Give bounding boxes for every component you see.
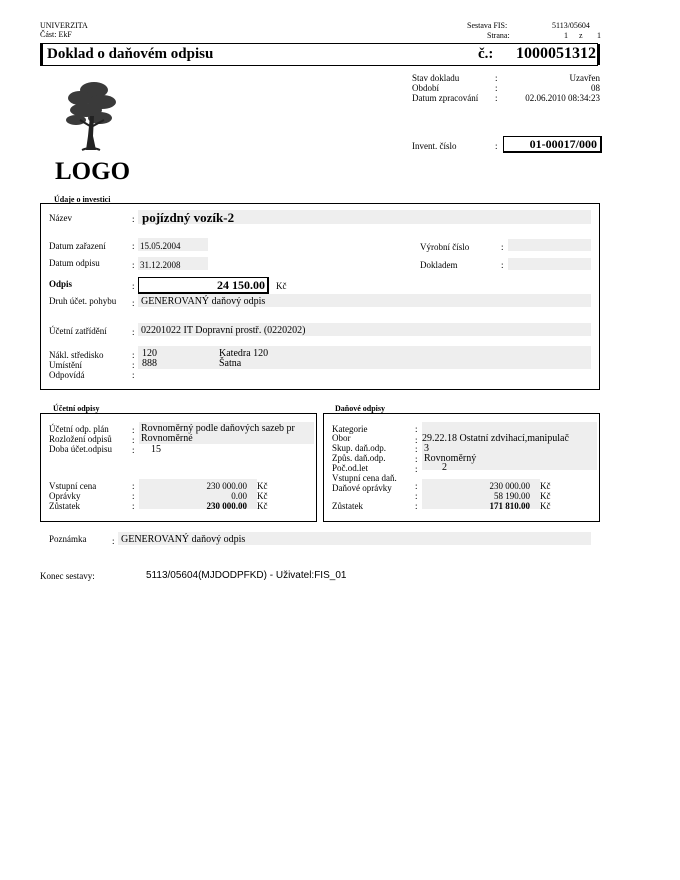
note-value: GENEROVANÝ daňový odpis bbox=[121, 534, 246, 545]
tax-remainder-currency: Kč bbox=[540, 501, 551, 511]
input-price-currency: Kč bbox=[257, 481, 268, 491]
tax-remainder-label: Zůstatek bbox=[332, 501, 363, 511]
method-value: Rovnoměrný bbox=[424, 453, 477, 464]
cost-location-shade bbox=[138, 346, 591, 369]
odpis-box bbox=[138, 277, 269, 294]
movement-label: Druh účet. pohybu bbox=[49, 296, 117, 306]
plan-value: Rovnoměrný podle daňových sazeb pr bbox=[141, 423, 295, 434]
responsible-label: Odpovídá bbox=[49, 370, 85, 380]
input-price-colon: : bbox=[132, 481, 135, 491]
report-label: Sestava FIS: bbox=[467, 21, 508, 30]
serial-colon: : bbox=[501, 242, 504, 252]
footer-label: Konec sestavy: bbox=[40, 571, 95, 581]
period-label: Období bbox=[412, 83, 439, 93]
adjustments-colon: : bbox=[132, 491, 135, 501]
invent-colon: : bbox=[495, 141, 498, 151]
distribution-colon: : bbox=[132, 435, 135, 445]
processed-label: Datum zpracování bbox=[412, 93, 479, 103]
invent-label: Invent. číslo bbox=[412, 141, 457, 151]
odpis-currency: Kč bbox=[276, 281, 287, 291]
input-price-value: 230 000.00 bbox=[206, 481, 247, 491]
field-colon: : bbox=[415, 435, 418, 445]
footer-value: 5113/05604(MJDODPFKD) - Uživatel:FIS_01 bbox=[146, 570, 347, 581]
cost-center-label: Nákl. středisko bbox=[49, 350, 104, 360]
years-label: Poč.od.let bbox=[332, 463, 368, 473]
category-label: Kategorie bbox=[332, 424, 368, 434]
field-value: 29.22.18 Ostatní zdvihací,manipulač bbox=[422, 433, 569, 444]
tax-adjustments-value: 58 190.00 bbox=[494, 491, 530, 501]
distribution-label: Rozložení odpisů bbox=[49, 434, 112, 444]
document-number-label: č.: bbox=[478, 46, 494, 62]
cost-center-code: 120 bbox=[142, 348, 157, 359]
plan-label: Účetní odp. plán bbox=[49, 424, 109, 434]
page-of: z bbox=[579, 31, 583, 40]
field-label: Obor bbox=[332, 433, 351, 443]
method-label: Způs. daň.odp. bbox=[332, 453, 386, 463]
duration-label: Doba účet.odpisu bbox=[49, 444, 112, 454]
period-colon: : bbox=[495, 83, 498, 93]
tax-panel bbox=[323, 413, 600, 522]
years-value: 2 bbox=[442, 462, 447, 473]
cost-center-name: Katedra 120 bbox=[219, 348, 269, 359]
document-colon: : bbox=[501, 260, 504, 270]
page-label: Strana: bbox=[487, 31, 510, 40]
adjustments-value: 0.00 bbox=[231, 491, 247, 501]
tax-section-title: Daňové odpisy bbox=[335, 404, 386, 413]
remainder-colon: : bbox=[132, 501, 135, 511]
years-colon: : bbox=[415, 464, 418, 474]
tax-input-price-value: 230 000.00 bbox=[489, 481, 530, 491]
note-colon: : bbox=[112, 536, 115, 546]
processed-colon: : bbox=[495, 93, 498, 103]
note-label: Poznámka bbox=[49, 534, 87, 544]
tax-adjustments-currency: Kč bbox=[540, 491, 551, 501]
classification-colon: : bbox=[132, 327, 135, 337]
classification-value: 02201022 IT Dopravní prostř. (0220202) bbox=[141, 325, 306, 336]
tax-remainder-colon: : bbox=[415, 501, 418, 511]
date-depreciation-colon: : bbox=[132, 260, 135, 270]
tax-input-price-label: Vstupní cena daň. bbox=[332, 473, 397, 483]
tree-logo-icon bbox=[60, 76, 122, 156]
responsible-colon: : bbox=[132, 370, 135, 380]
tax-adjustments-colon: : bbox=[415, 491, 418, 501]
remainder-value: 230 000.00 bbox=[206, 501, 247, 511]
processed-value: 02.06.2010 08:34:23 bbox=[525, 93, 600, 103]
date-depreciation-value: 31.12.2008 bbox=[140, 260, 181, 270]
report-code: 5113/05604 bbox=[552, 21, 590, 30]
document-number: 1000051312 bbox=[516, 45, 596, 62]
serial-label: Výrobní číslo bbox=[420, 242, 470, 252]
tax-input-price-colon: : bbox=[415, 481, 418, 491]
university-name: UNIVERZITA bbox=[40, 21, 88, 30]
distribution-value: Rovnoměrné bbox=[141, 433, 193, 444]
title-bar-left-edge bbox=[40, 44, 43, 65]
adjustments-label: Oprávky bbox=[49, 491, 81, 501]
odpis-value: 24 150.00 bbox=[217, 278, 265, 292]
movement-value: GENEROVANÝ daňový odpis bbox=[141, 296, 266, 307]
group-colon: : bbox=[415, 444, 418, 454]
tax-remainder-value: 171 810.00 bbox=[489, 501, 530, 511]
duration-value: 15 bbox=[151, 444, 161, 455]
page-total: 1 bbox=[597, 31, 601, 40]
document-value-shade bbox=[508, 258, 591, 270]
accounting-section-title: Účetní odpisy bbox=[53, 404, 100, 413]
date-depreciation-label: Datum odpisu bbox=[49, 258, 100, 268]
serial-value-shade bbox=[508, 239, 591, 251]
title-bar bbox=[40, 43, 598, 66]
accounting-panel bbox=[40, 413, 317, 522]
cost-center-colon: : bbox=[132, 350, 135, 360]
duration-colon: : bbox=[132, 445, 135, 455]
location-code: 888 bbox=[142, 358, 157, 369]
name-colon: : bbox=[132, 214, 135, 224]
location-label: Umístění bbox=[49, 360, 82, 370]
logo-text: LOGO bbox=[55, 158, 131, 185]
state-value: Uzavřen bbox=[569, 73, 600, 83]
invent-number: 01-00017/000 bbox=[529, 137, 597, 151]
date-inclusion-value: 15.05.2004 bbox=[140, 241, 181, 251]
document-title: Doklad o daňovém odpisu bbox=[47, 46, 214, 62]
document-label: Dokladem bbox=[420, 260, 458, 270]
classification-label: Účetní zatřídění bbox=[49, 326, 107, 336]
tax-adjustments-label: Daňové oprávky bbox=[332, 483, 392, 493]
odpis-label: Odpis bbox=[49, 279, 73, 289]
input-price-label: Vstupní cena bbox=[49, 481, 97, 491]
title-bar-right-edge bbox=[597, 44, 600, 65]
adjustments-currency: Kč bbox=[257, 491, 268, 501]
location-name: Šatna bbox=[219, 358, 242, 369]
name-value: pojízdný vozík-2 bbox=[142, 210, 235, 225]
page-number: 1 bbox=[564, 31, 568, 40]
group-value: 3 bbox=[424, 443, 429, 454]
date-inclusion-label: Datum zařazení bbox=[49, 241, 106, 251]
plan-colon: : bbox=[132, 425, 135, 435]
state-colon: : bbox=[495, 73, 498, 83]
category-colon: : bbox=[415, 424, 418, 434]
invent-number-box bbox=[503, 136, 602, 153]
location-colon: : bbox=[132, 360, 135, 370]
group-label: Skup. daň.odp. bbox=[332, 443, 386, 453]
date-inclusion-colon: : bbox=[132, 241, 135, 251]
investment-section-title: Údaje o investici bbox=[54, 195, 111, 204]
state-label: Stav dokladu bbox=[412, 73, 460, 83]
remainder-currency: Kč bbox=[257, 501, 268, 511]
remainder-label: Zůstatek bbox=[49, 501, 80, 511]
movement-colon: : bbox=[132, 298, 135, 308]
part-name: Část: EkF bbox=[40, 30, 72, 39]
period-value: 08 bbox=[591, 83, 600, 93]
method-colon: : bbox=[415, 454, 418, 464]
name-label: Název bbox=[49, 213, 72, 223]
odpis-colon: : bbox=[132, 281, 135, 291]
tax-input-price-currency: Kč bbox=[540, 481, 551, 491]
